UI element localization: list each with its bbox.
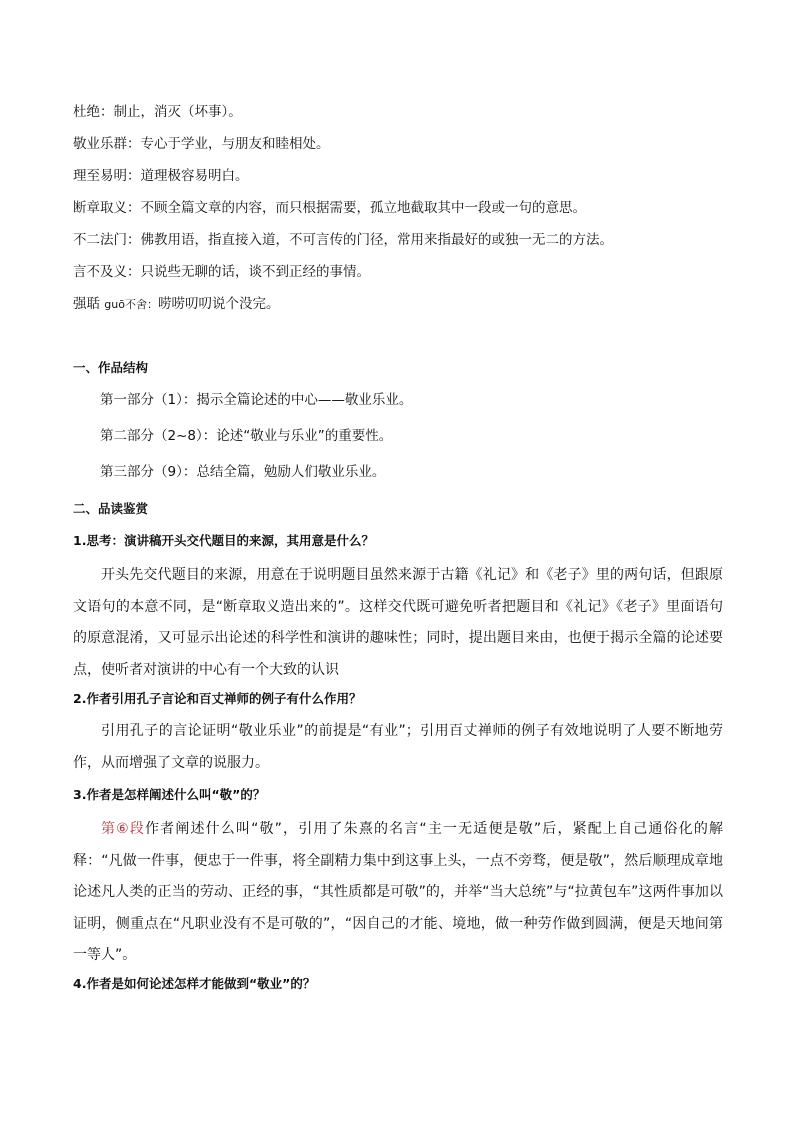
vocab-definition: 唠唠叨叨说个没完。 — [157, 296, 280, 312]
question-3: 3.作者是怎样阐述什么叫“敬”的？ — [73, 787, 266, 802]
vocab-item: 敬业乐群：专心于学业，与朋友和睦相处。 — [73, 136, 330, 152]
answer-2: 引用孔子的言论证明“敬业乐业”的前提是“有业”；引用百丈禅师的例子有效地说明了人要不断地劳作，从而增强了文章的说服力。 — [73, 723, 723, 771]
vocab-item: 言不及义：只说些无聊的话，谈不到正经的事情。 — [73, 264, 370, 280]
answer-3-text: 作者阐述什么叫“敬”，引用了朱熹的名言“主一无适便是敬”后，紧配上自己通俗化的解释：“凡做一件事，便忠于一件事，将全副精力集中到这事上头，一点不旁骛，便是敬”，然后顺理成章地论述凡人类的正当的劳动、正经的事，“其性质都是可敬”的，并举“当大总统”与“拉黄包车”这两件事加以证明，侧重点在“凡职业没有不是可敬的”，“因自己的才能、境地，做一种劳作做到圆满，便是天地间第一等人”。 — [73, 821, 723, 963]
vocab-item: 不二法门：佛教用语，指直接入道，不可言传的门径，常用来指最好的或独一无二的方法。 — [73, 232, 613, 248]
answer-3-lead: 第⑥段 — [101, 821, 146, 837]
vocab-item — [73, 294, 723, 315]
structure-part: 第二部分（2~8）：论述“敬业与乐业”的重要性。 — [100, 428, 393, 444]
answer-1: 开头先交代题目的来源，用意在于说明题目虽然来源于古籍《礼记》和《老子》里的两句话，但跟原文语句的本意不同，是“断章取义造出来的”。这样交代既可避免听者把题目和《礼记》《老子》里面语句的原意混淆，又可显示出论述的科学性和演讲的趣味性；同时，提出题目来由，也便于揭示全篇的论述要点，使听者对演讲的中心有一个大致的认识 — [73, 567, 723, 678]
question-1: 1.思考：演讲稿开头交代题目的来源，其用意是什么？ — [73, 533, 374, 548]
structure-part: 第三部分（9）：总结全篇，勉励人们敬业乐业。 — [100, 464, 386, 480]
pinyin-note: guō不舍： — [104, 298, 158, 311]
answer-3 — [73, 814, 723, 972]
section-heading-structure: 一、作品结构 — [73, 360, 149, 375]
vocab-item: 断章取义：不顾全篇文章的内容，而只根据需要，孤立地截取其中一段或一句的意思。 — [73, 200, 586, 216]
section-heading-appreciation: 二、品读鉴赏 — [73, 501, 149, 516]
structure-part: 第一部分（1）：揭示全篇论述的中心——敬业乐业。 — [100, 392, 413, 408]
question-4: 4.作者是如何论述怎样才能做到“敬业”的？ — [73, 976, 316, 991]
question-2: 2.作者引用孔子言论和百丈禅师的例子有什么作用？ — [73, 691, 362, 706]
vocab-item: 杜绝：制止，消灭（坏事）。 — [73, 104, 242, 120]
vocab-item: 理至易明：道理极容易明白。 — [73, 168, 249, 184]
vocab-term: 强聒 — [73, 296, 105, 312]
